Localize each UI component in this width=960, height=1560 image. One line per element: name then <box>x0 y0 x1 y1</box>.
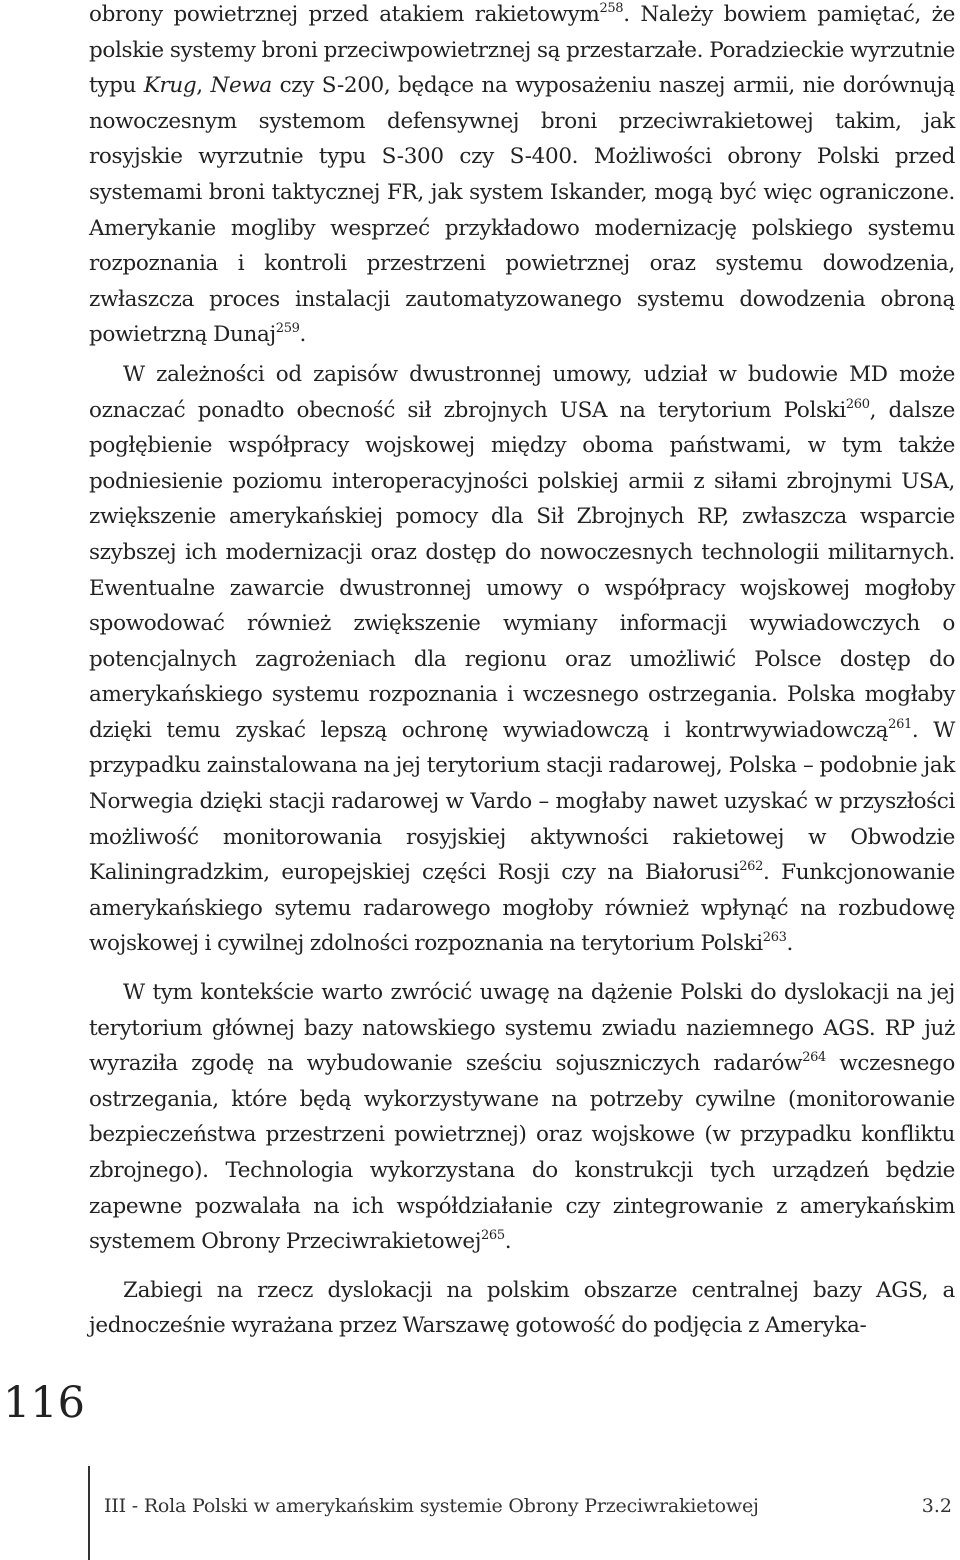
text-run: . W przypadku zainstalowana na jej terytorium stacji radarowej, Polska – podobnie jak Norwegia dzięki stacji radarowej w Vardo – mogłaby nawet uzyskać w przyszłości możliwość monitorowania rosyjskiej aktywności rakietowej w Obwodzie Kaliningradzkim, europejskiej części Rosji czy na Białorusi <box>89 717 955 886</box>
italic-term: Newa <box>210 73 272 99</box>
italic-term: Krug <box>143 73 197 99</box>
paragraph-2 <box>89 357 955 962</box>
paragraph-4 <box>89 1273 955 1344</box>
footnote-ref: 261 <box>888 716 912 732</box>
footnote-ref: 265 <box>481 1228 505 1244</box>
footnote-ref: 263 <box>762 930 787 946</box>
running-footer-title: III - Rola Polski w amerykańskim systemie Obrony Przeciwrakietowej <box>104 1495 759 1517</box>
text-run: . Należy bowiem pamiętać, że polskie systemy broni przeciwpowietrznej są przestarzałe. Poradzieckie wyrzutnie typu <box>89 2 955 99</box>
footnote-ref: 260 <box>845 396 870 412</box>
text-run: czy S-200, będące na wyposażeniu naszej armii, nie dorównują nowoczesnym systemom defensywnej broni przeciwrakietowej takim, jak rosyjskie wyrzutnie typu S-300 czy S-400. Możliwości obrony Polski przed systemami broni taktycznej FR, jak system Iskander, mogą być więc ograniczone. Amerykanie mogliby wesprzeć przykładowo modernizację polskiego systemu rozpoznania i kontroli przestrzeni powietrznej oraz systemu dowodzenia, zwłaszcza proces instalacji zautomatyzowanego systemu dowodzenia obroną powietrzną Dunaj <box>89 73 956 348</box>
text-run: . Funkcjonowanie amerykańskiego sytemu radarowego mogłoby również wpłynąć na rozbudowę wojskowej i cywilnej zdolności rozpoznania na terytorium Polski <box>89 860 955 957</box>
paragraph-1 <box>89 0 955 353</box>
text-run: wczesnego ostrzegania, które będą wykorzystywane na potrzeby cywilne (monitorowanie bezpieczeństwa przestrzeni powietrznej) oraz wojskowe (w przypadku konfliktu zbrojnego). Technologia wykorzystana do konstrukcji tych urządzeń będzie zapewne pozwalała na ich współdziałanie czy zintegrowanie z amerykańskim systemem Obrony Przeciwrakietowej <box>89 1051 955 1255</box>
text-run: , dalsze pogłębienie współpracy wojskowej między oboma państwami, w tym także podniesienie poziomu interoperacyjności polskiej armii z siłami zbrojnymi USA, zwiększenie amerykańskiej pomocy dla Sił Zbrojnych RP, zwłaszcza wsparcie szybszej ich modernizacji oraz dostęp do nowoczesnych technologii militarnych. Ewentualne zawarcie dwustronnej umowy o współpracy wojskowej mogłoby spowodować również zwiększenie wymiany informacji wywiadowczych o potencjalnych zagrożeniach dla regionu oraz umożliwić Polsce dostęp do amerykańskiego systemu rozpoznania i wczesnego ostrzegania. Polska mogłaby dzięki temu zyskać lepszą ochronę wywiadowczą i kontrwywiadowczą <box>89 397 955 743</box>
page-number: 116 <box>2 1378 86 1428</box>
text-run: . <box>786 931 794 957</box>
text-run: Zabiegi na rzecz dyslokacji na polskim obszarze centralnej bazy AGS, a jednocześnie wyrażana przez Warszawę gotowość do podjęcia z Ameryka- <box>89 1277 955 1339</box>
running-footer-section: 3.2 <box>921 1495 952 1517</box>
footnote-ref: 259 <box>275 321 300 337</box>
text-run: obrony powietrznej przed atakiem rakietowym <box>89 2 600 27</box>
text-run: W zależności od zapisów dwustronnej umowy, udział w budowie MD może oznaczać ponadto obecność sił zbrojnych USA na terytorium Polski <box>89 361 955 423</box>
footer-rule <box>88 1466 90 1560</box>
text-run: . <box>299 322 307 348</box>
footnote-ref: 264 <box>802 1050 826 1066</box>
text-run: W tym kontekście warto zwrócić uwagę na dążenie Polski do dyslokacji na jej terytorium głównej bazy natowskiego systemu zwiadu naziemnego AGS. RP już wyraziła zgodę na wybudowanie sześciu sojuszniczych radarów <box>89 980 955 1077</box>
paragraph-3 <box>89 975 955 1260</box>
footnote-ref: 258 <box>599 1 624 16</box>
text-run: . <box>504 1229 512 1255</box>
body-text <box>89 0 955 1344</box>
footnote-ref: 262 <box>739 859 764 875</box>
text-run: , <box>196 73 211 99</box>
